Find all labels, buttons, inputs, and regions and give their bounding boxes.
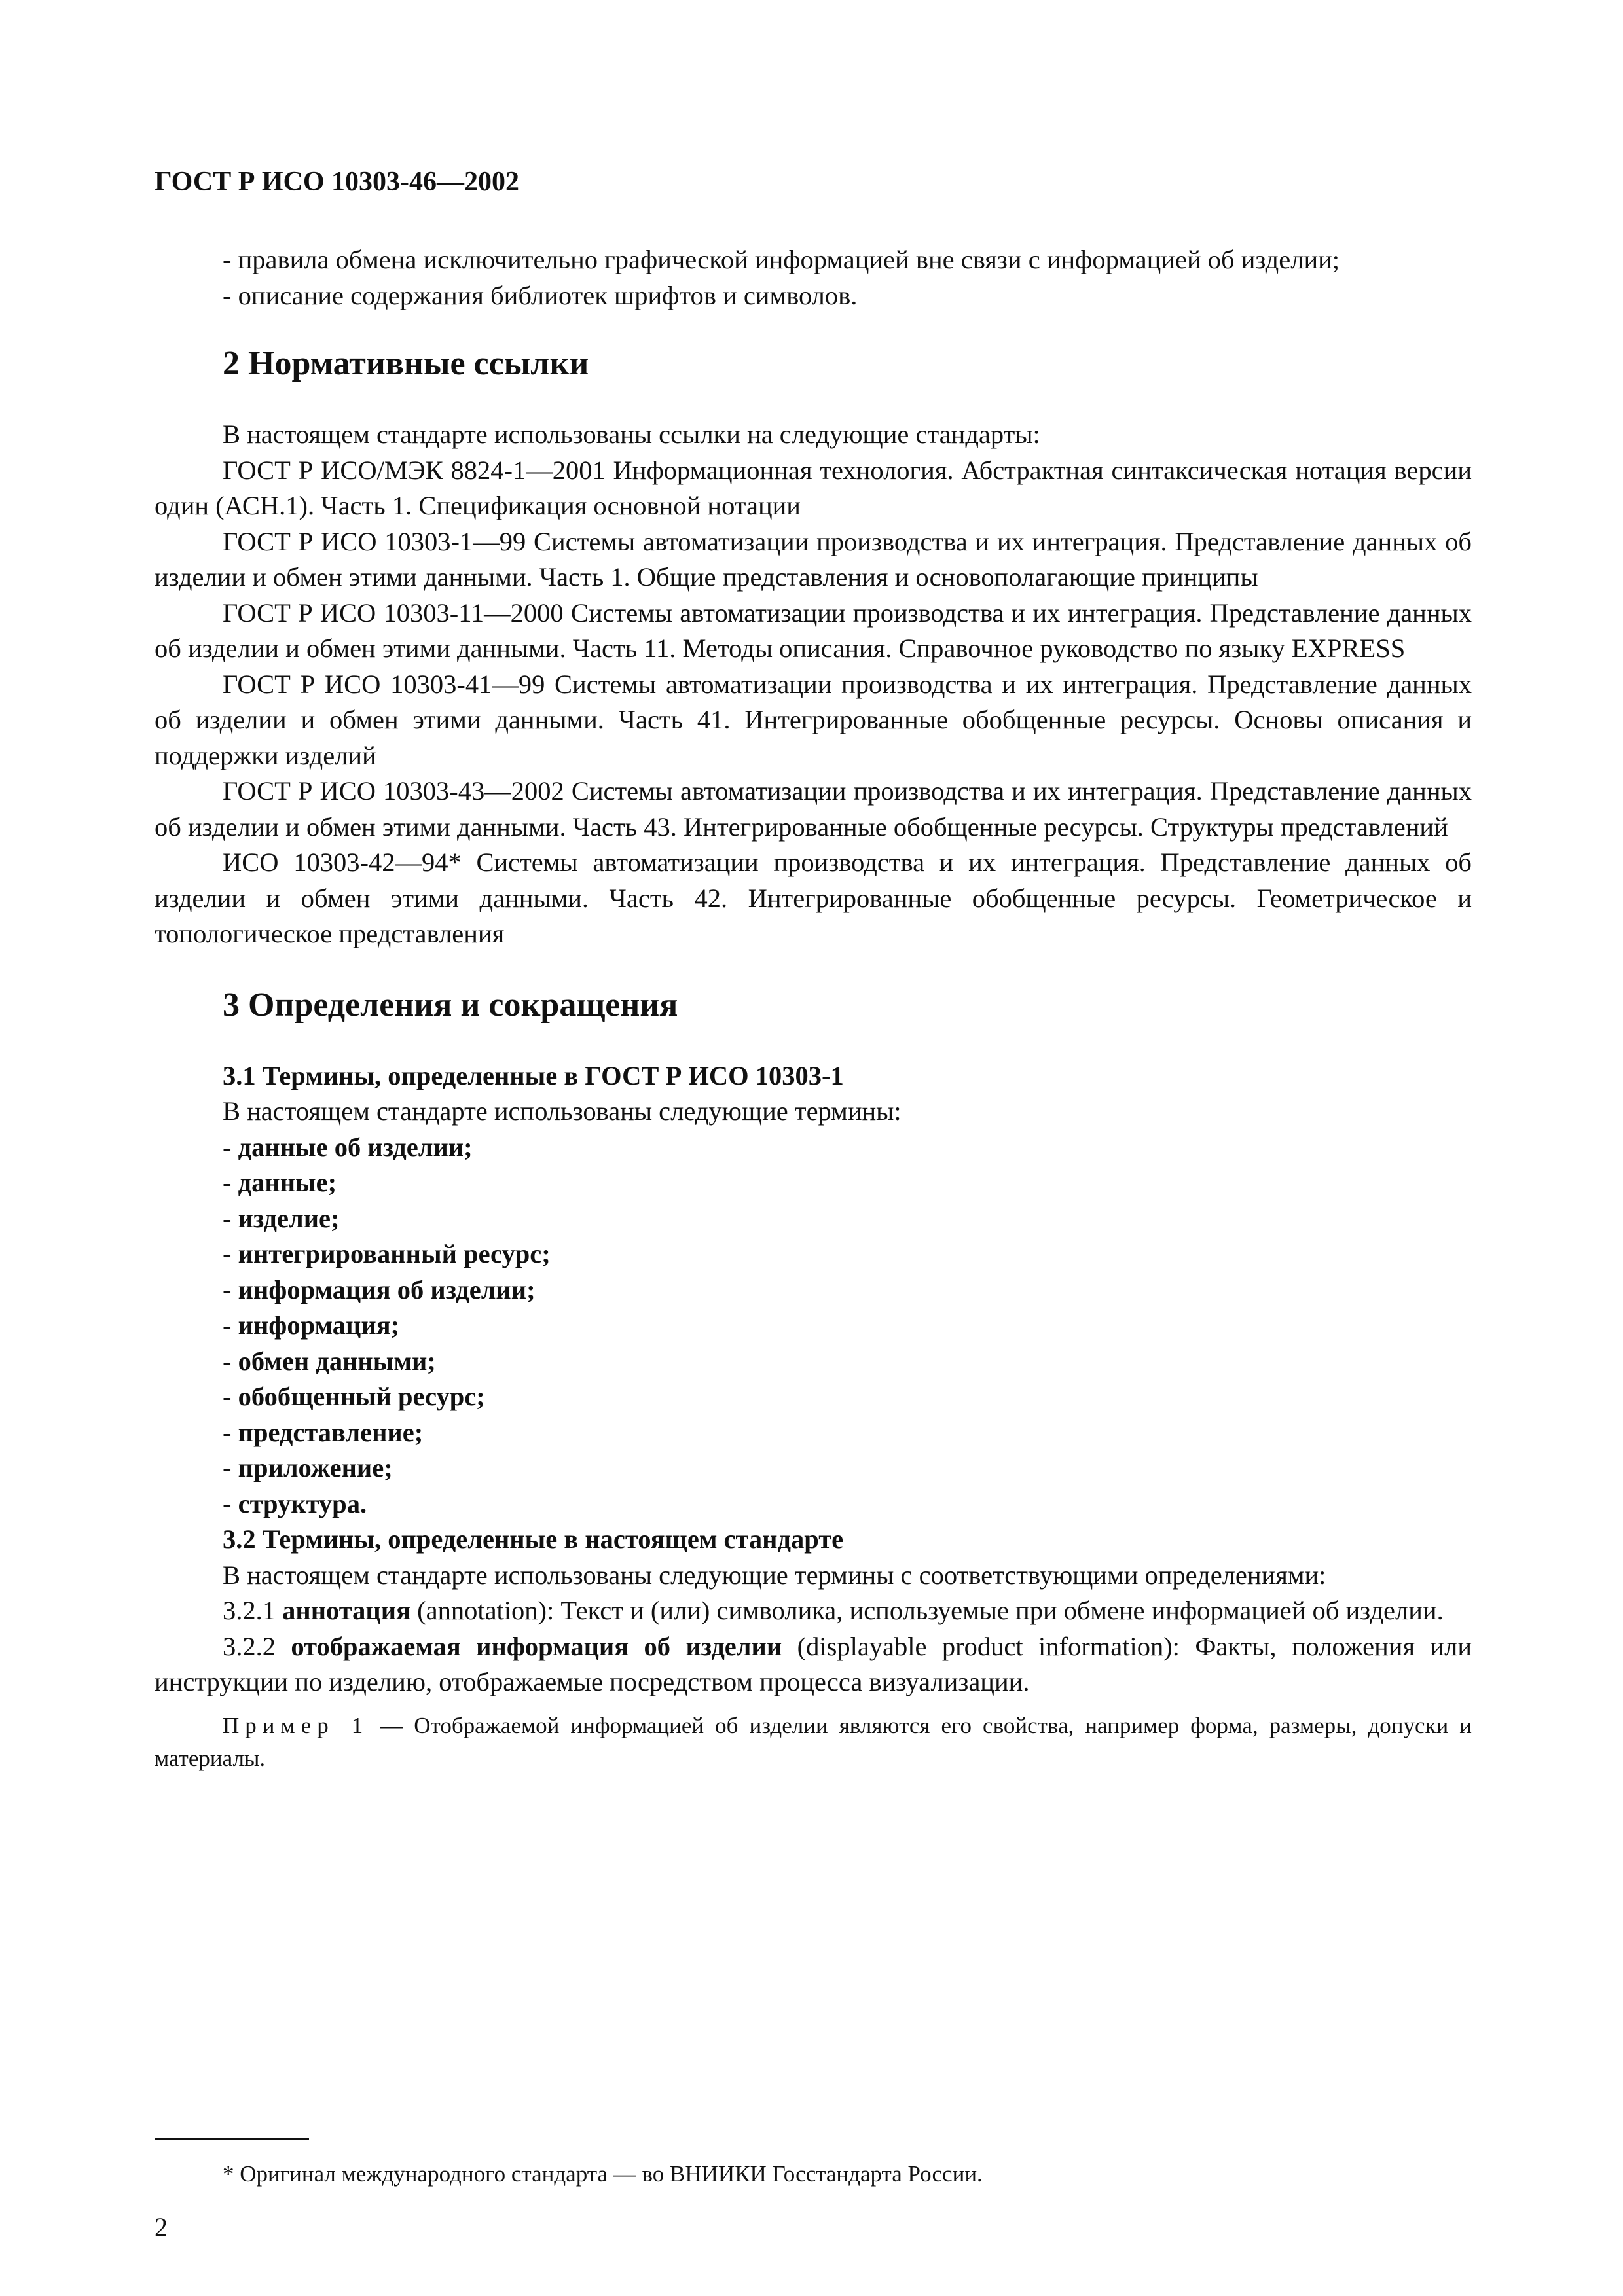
normative-reference: ГОСТ Р ИСО 10303-41—99 Системы автоматизации производства и их интеграция. Представление данных об изделии и обмен этими данными. Часть 41. Интегрированные обобщенные ресурсы. Основы описания и поддержки изделий [155,669,1472,770]
term-text: интегрированный ресурс; [238,1239,551,1268]
page-content [155,164,1472,1775]
term-text: данные об изделии; [238,1132,473,1162]
definition-number: 3.2.2 [223,1631,276,1661]
normative-reference: ИСО 10303-42—94* Системы автоматизации производства и их интеграция. Представление данных об изделии и обмен этими данными. Часть 42. Интегрированные обобщенные ресурсы. Геометрическое и топологическое представления [155,848,1472,948]
subsection-lead: В настоящем стандарте использованы следующие термины с соответствующими определениями: [223,1560,1326,1590]
term-text: приложение; [238,1453,393,1482]
term-item: - информация; [223,1310,400,1340]
term-item: - структура. [223,1488,367,1518]
definition-text: (displayable product information): Факты, положения или инструкции по изделию, отображаемые посредством процесса визуализации. [155,1631,1472,1696]
term-item: - данные об изделии; [223,1132,473,1162]
normative-reference: ГОСТ Р ИСО 10303-1—99 Системы автоматизации производства и их интеграция. Представление данных об изделии и обмен этими данными. Часть 1. Общие представления и основополагающие принципы [155,526,1472,592]
example-text: — Отображаемой информацией об изделии являются его свойства, например форма, размеры, допуски и материалы. [155,1712,1472,1771]
intro-line: - описание содержания библиотек шрифтов и символов. [223,280,858,310]
term-text: представление; [238,1417,424,1447]
term-item: - изделие; [223,1203,340,1233]
section-heading-definitions: 3 Определения и сокращения [223,986,678,1024]
running-header: ГОСТ Р ИСО 10303-46—2002 [155,167,520,197]
term-text: информация; [238,1310,400,1340]
term-item: - представление; [223,1417,424,1447]
footnote-separator [155,2138,309,2140]
term-item: - обобщенный ресурс; [223,1382,485,1411]
term-item: - обмен данными; [223,1346,436,1376]
term-text: обобщенный ресурс; [238,1382,485,1411]
subsection-lead: В настоящем стандарте использованы следующие термины: [223,1096,902,1126]
term-text: данные; [238,1168,337,1197]
subsection-heading: 3.1 Термины, определенные в ГОСТ Р ИСО 10303-1 [223,1060,844,1090]
definition-item [155,1593,1472,1629]
normative-reference: ГОСТ Р ИСО/МЭК 8824-1—2001 Информационная технология. Абстрактная синтаксическая нотация версии один (АСН.1). Часть 1. Спецификация основной нотации [155,455,1472,520]
normative-reference: ГОСТ Р ИСО 10303-11—2000 Системы автоматизации производства и их интеграция. Представление данных об изделии и обмен этими данными. Часть 11. Методы описания. Справочное руководство по языку EXPRESS [155,598,1472,663]
term-text: обмен данными; [238,1346,436,1376]
term-text: информация об изделии; [238,1274,536,1304]
example-note [155,1710,1472,1775]
section2-lead: В настоящем стандарте использованы ссылки на следующие стандарты: [223,420,1040,449]
page-number: 2 [155,2212,168,2242]
term-item: - информация об изделии; [223,1274,536,1304]
term-item: - данные; [223,1168,337,1197]
section-heading-normative-refs: 2 Нормативные ссылки [223,345,589,382]
definition-term: отображаемая информация об изделии [291,1631,782,1661]
subsection-heading: 3.2 Термины, определенные в настоящем стандарте [223,1524,844,1554]
intro-line: - правила обмена исключительно графической информацией вне связи с информацией об изделии; [223,245,1340,274]
definition-number: 3.2.1 [223,1596,276,1625]
example-label: Пример 1 [223,1712,369,1738]
term-item: - приложение; [223,1453,393,1482]
term-item: - интегрированный ресурс; [223,1239,551,1268]
definition-text: (annotation): Текст и (или) символика, используемые при обмене информацией об изделии. [417,1596,1444,1625]
term-text: изделие; [238,1203,340,1233]
definition-item [155,1629,1472,1700]
definition-term: аннотация [282,1596,410,1625]
term-text: структура. [238,1488,367,1518]
footnote: * Оригинал международного стандарта — во ВНИИКИ Госстандарта России. [223,2161,983,2187]
normative-reference: ГОСТ Р ИСО 10303-43—2002 Системы автоматизации производства и их интеграция. Представление данных об изделии и обмен этими данными. Часть 43. Интегрированные обобщенные ресурсы. Структуры представлений [155,776,1472,842]
